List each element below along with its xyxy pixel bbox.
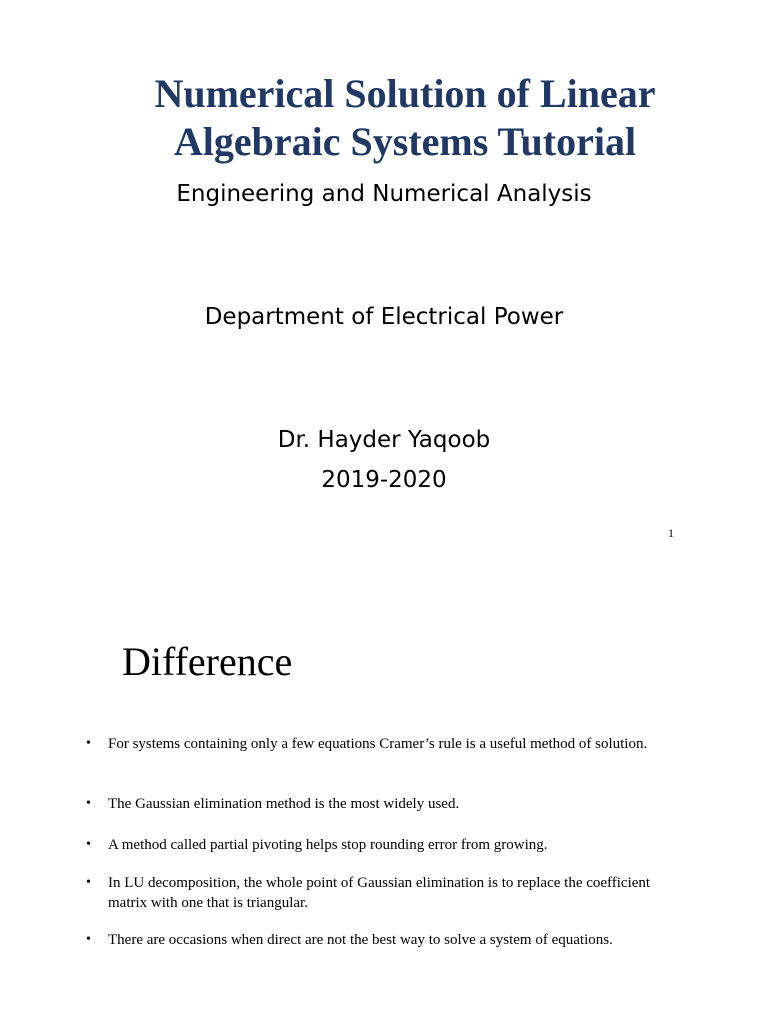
bullet-text: There are occasions when direct are not the best way to solve a system of equations. xyxy=(108,932,613,948)
title-line-2: Algebraic Systems Tutorial xyxy=(173,119,637,164)
bullet-text: A method called partial pivoting helps stop rounding error from growing. xyxy=(108,837,548,853)
bullet-text: For systems containing only a few equations Cramer’s rule is a useful method of solution. xyxy=(108,736,648,752)
bullet-item-lu xyxy=(86,873,656,913)
difference-slide xyxy=(0,576,768,1024)
bullet-item-direct xyxy=(86,930,646,950)
bullet-dot-icon: • xyxy=(86,736,91,751)
department-name: Department of Electrical Power xyxy=(204,304,564,330)
bullet-text: The Gaussian elimination method is the most widely used. xyxy=(108,796,460,812)
course-name: Engineering and Numerical Analysis xyxy=(176,181,592,207)
bullet-dot-icon: • xyxy=(86,932,91,947)
author-name: Dr. Hayder Yaqoob xyxy=(277,427,491,453)
bullet-item-gaussian xyxy=(86,794,686,814)
bullet-dot-icon: • xyxy=(86,796,91,811)
bullet-item-cramer xyxy=(86,734,686,754)
title-line-1: Numerical Solution of Linear xyxy=(154,71,656,116)
academic-year: 2019-2020 xyxy=(321,467,447,493)
bullet-dot-icon: • xyxy=(86,837,91,852)
slide-heading: Difference xyxy=(122,639,293,684)
page-number: 1 xyxy=(668,526,674,540)
bullet-dot-icon: • xyxy=(86,875,91,890)
bullet-item-pivoting xyxy=(86,835,686,855)
presentation-title xyxy=(0,70,768,166)
bullet-text: In LU decomposition, the whole point of Gaussian elimination is to replace the coefficient matrix with one that is triangular. xyxy=(108,875,651,911)
